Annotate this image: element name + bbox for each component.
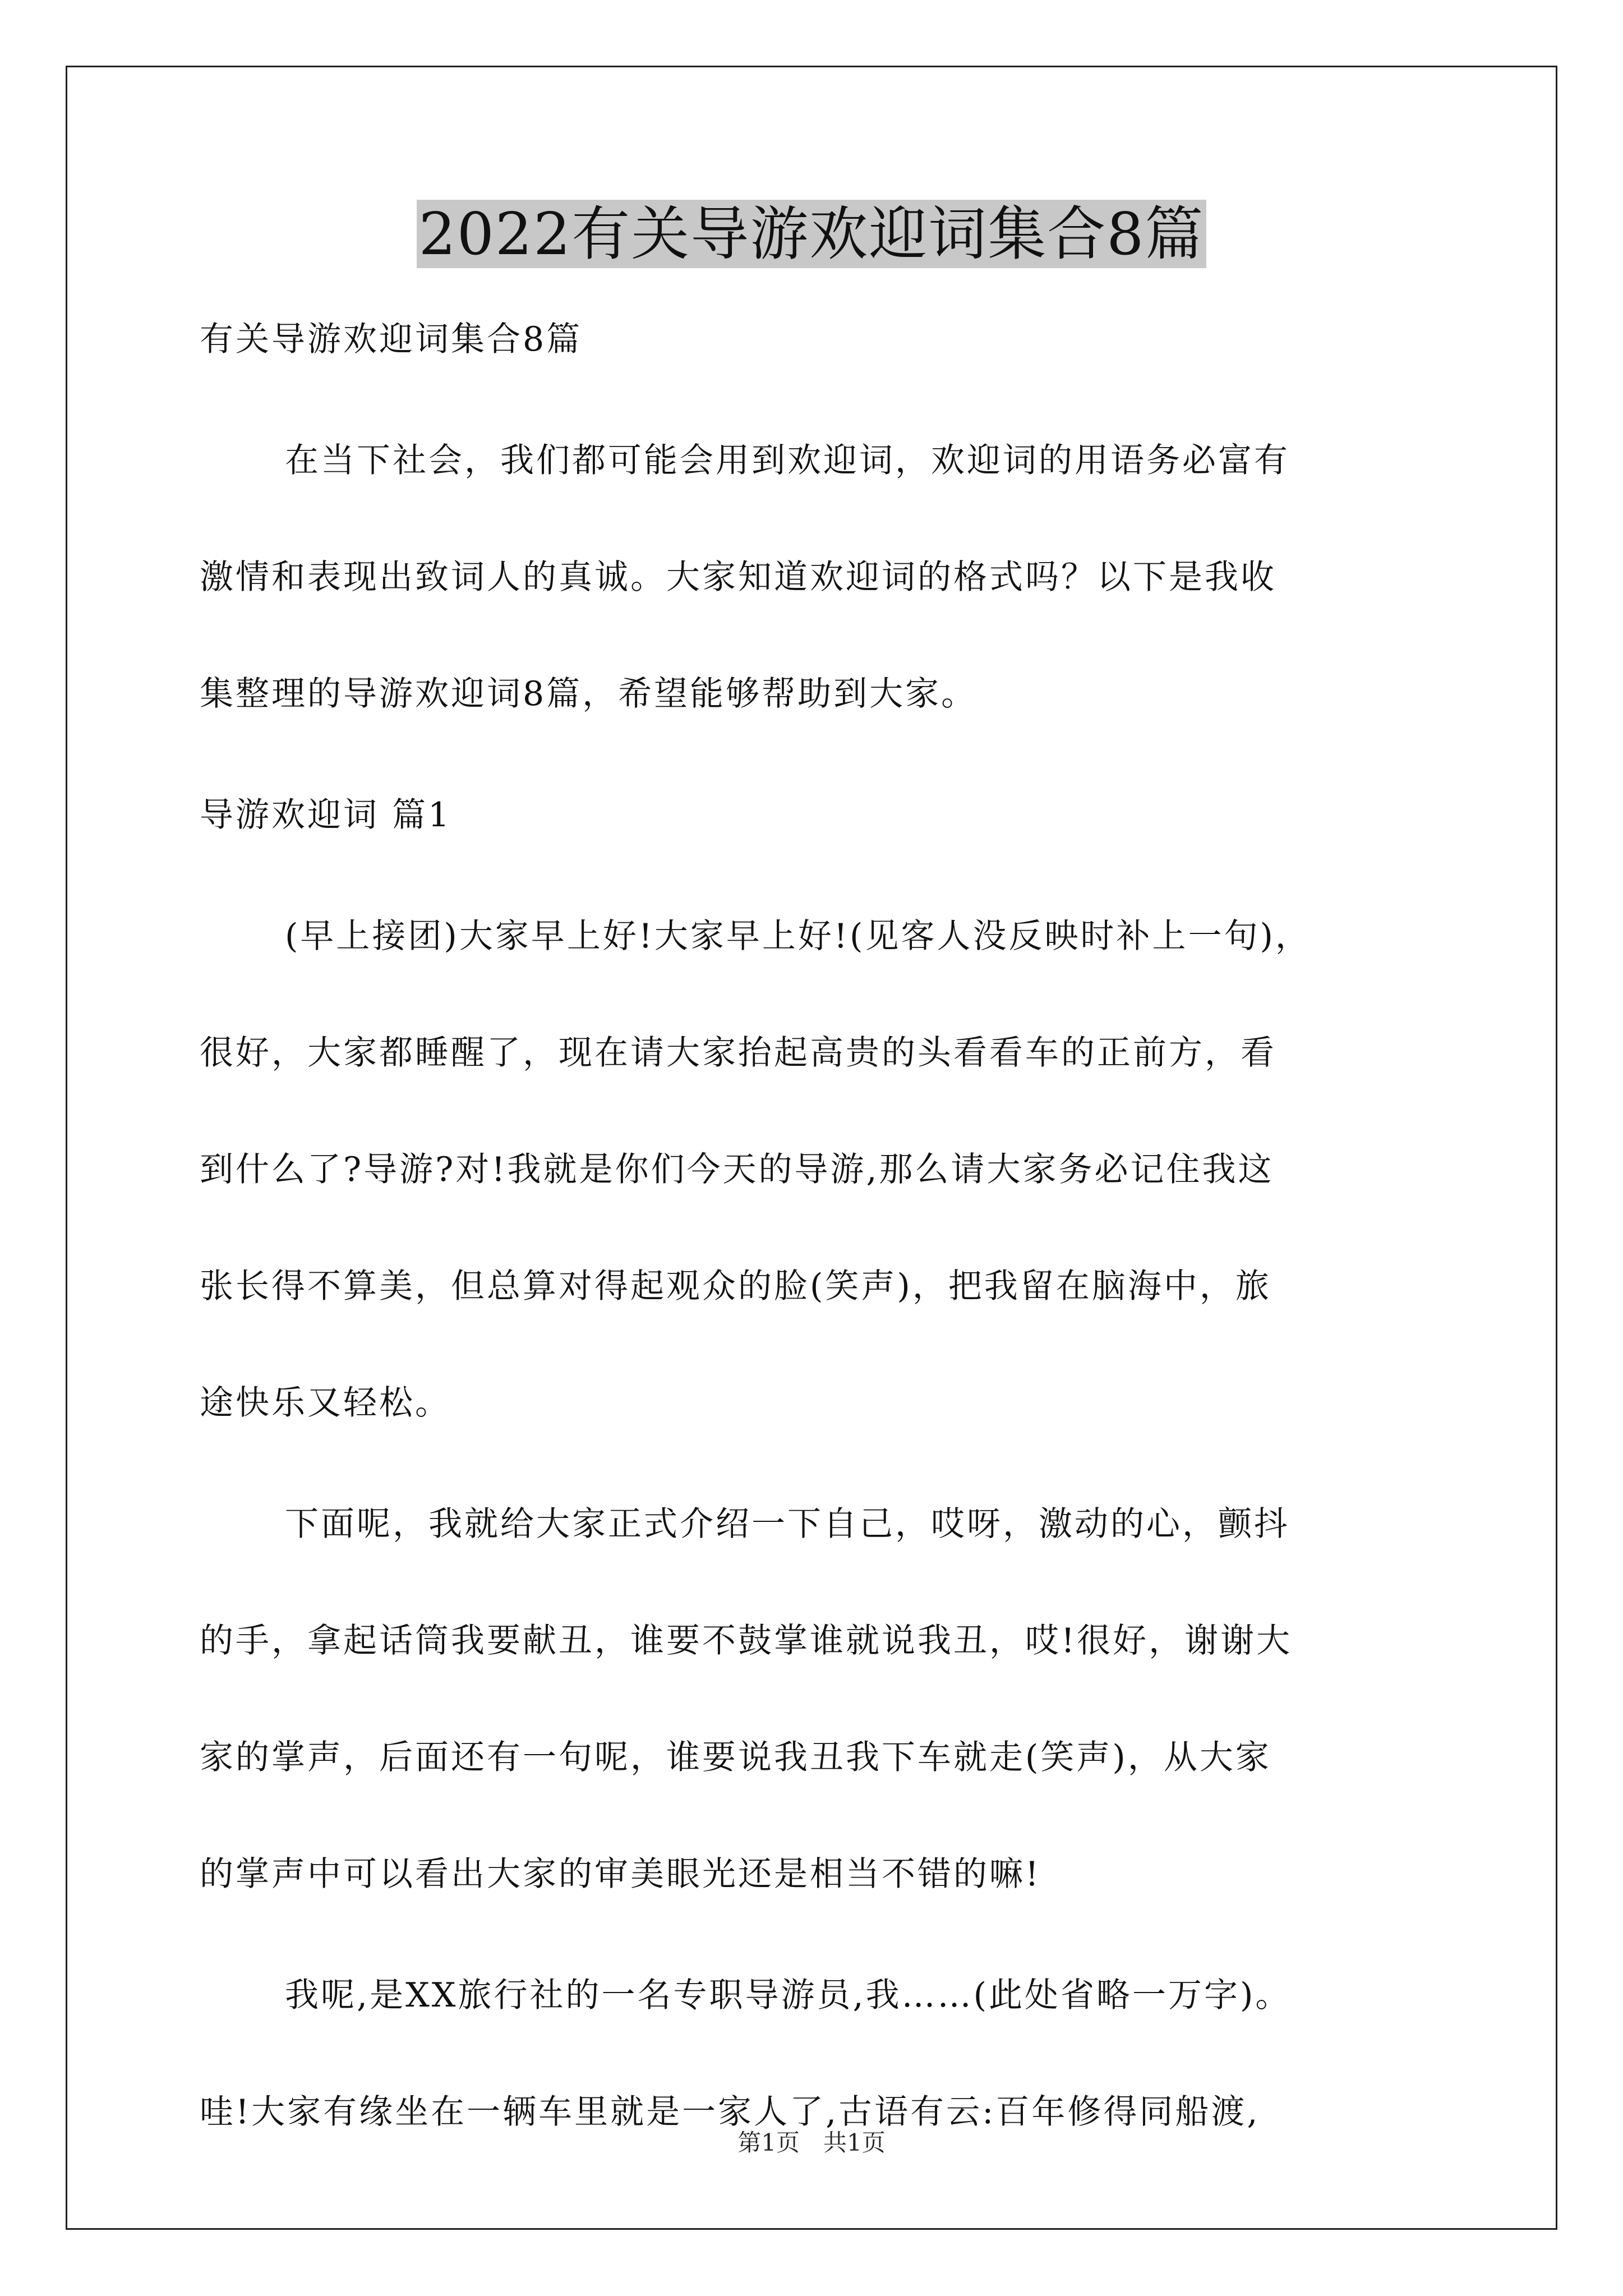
- document-body: [200, 317, 1433, 2134]
- document-title: [0, 192, 1623, 276]
- paragraph-line: 哇!大家有缘坐在一辆车里就是一家人了,古语有云:百年修得同船渡,: [200, 2092, 1260, 2132]
- paragraph-line: 很好，大家都睡醒了，现在请大家抬起高贵的头看看车的正前方，看: [200, 1033, 1276, 1073]
- document-subtitle: 有关导游欢迎词集合8篇: [200, 320, 583, 359]
- paragraph-line: 下面呢，我就给大家正式介绍一下自己，哎呀，激动的心，颤抖: [285, 1504, 1290, 1544]
- document-title-text: 2022有关导游欢迎词集合8篇: [417, 200, 1207, 268]
- intro-line: 在当下社会，我们都可能会用到欢迎词，欢迎词的用语务必富有: [285, 441, 1290, 480]
- paragraph-line: 张长得不算美，但总算对得起观众的脸(笑声)，把我留在脑海中，旅: [200, 1267, 1271, 1306]
- paragraph-line: 到什么了?导游?对!我就是你们今天的导游,那么请大家务必记住我这: [200, 1150, 1274, 1189]
- page-footer: 第1页 共1页: [737, 2129, 886, 2156]
- intro-line: 集整理的导游欢迎词8篇，希望能够帮助到大家。: [200, 674, 978, 714]
- paragraph-line: (早上接团)大家早上好!大家早上好!(见客人没反映时补上一句)，: [285, 917, 1311, 956]
- paragraph-line: 的掌声中可以看出大家的审美眼光还是相当不错的嘛!: [200, 1855, 1041, 1894]
- section-heading: 导游欢迎词 篇1: [200, 795, 452, 835]
- paragraph-line: 我呢,是XX旅行社的一名专职导游员,我……(此处省略一万字)。: [285, 1976, 1292, 2015]
- intro-line: 激情和表现出致词人的真诚。大家知道欢迎词的格式吗？以下是我收: [200, 558, 1276, 597]
- paragraph-line: 途快乐又轻松。: [200, 1383, 451, 1423]
- paragraph-line: 家的掌声，后面还有一句呢，谁要说我丑我下车就走(笑声)，从大家: [200, 1738, 1271, 1777]
- paragraph-line: 的手，拿起话筒我要献丑，谁要不鼓掌谁就说我丑，哎!很好，谢谢大: [200, 1621, 1293, 1660]
